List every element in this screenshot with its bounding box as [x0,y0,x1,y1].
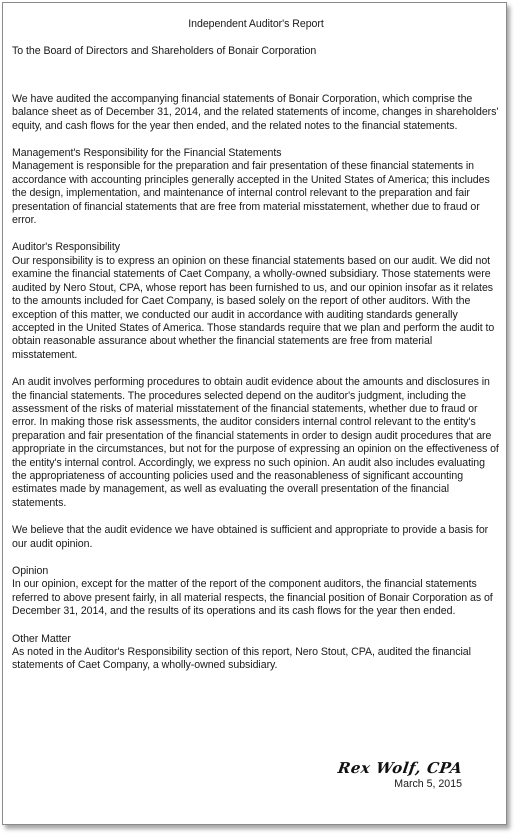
signature-block [338,759,462,790]
opinion-paragraph: In our opinion, except for the matter of the report of the component auditors, the financial statements referred to above present fairly, in all material respects, the financial position of Bonair Corporation as of December 31, 2014, and the results of its operations and its cash flows for the year then ended. [12,578,493,618]
report-page [2,2,507,825]
management-paragraph: Management is responsible for the preparation and fair presentation of these financial statements in accordance with accounting principles generally accepted in the United States of America; this includes the design, implementation, and maintenance of internal control relevant to the preparation and fair presentation of financial statements that are free from material misstatement, whether due to fraud or error. [12,160,490,227]
other-matter-paragraph: As noted in the Auditor's Responsibility section of this report, Nero Stout, CPA, audited the financial statements of Caet Company, a wholly-owned subsidiary. [12,646,471,672]
auditor-heading: Auditor's Responsibility [12,241,120,254]
intro-paragraph: We have audited the accompanying financial statements of Bonair Corporation, which comprise the balance sheet as of December 31, 2014, and the related statements of income, changes in shareholders' equity, and cash flows for the year then ended, and the related notes to the financial statements. [12,92,499,132]
report-date: March 5, 2015 [394,778,462,790]
report-content [12,18,500,687]
other-matter-heading: Other Matter [12,632,71,645]
report-title: Independent Auditor's Report [188,18,324,30]
auditor-paragraph-1: Our responsibility is to express an opinion on these financial statements based on our audit. We did not examine the financial statements of Caet Company, a wholly-owned subsidiary. Those statements were audited by Nero Stout, CPA, whose report has been furnished to us, and our opinion insofar as it relates to the amounts included for Caet Company, is based solely on the report of other auditors. With the exception of this matter, we conducted our audit in accordance with auditing standards generally accepted in the United States of America. Those standards require that we plan and perform the audit to obtain reasonable assurance about whether the financial statements are free from material misstatement. [12,254,495,361]
auditor-paragraph-2: An audit involves performing procedures to obtain audit evidence about the amounts and disclosures in the financial statements. The procedures selected depend on the auditor's judgment, including the assessment of the risks of material misstatement of the financial statements, whether due to fraud or error. In making those risk assessments, the auditor considers internal control relevant to the entity's preparation and fair presentation of the financial statements in order to design audit procedures that are appropriate in the circumstances, but not for the purpose of expressing an opinion on the effectiveness of the entity's internal control. Accordingly, we express no such opinion. An audit also includes evaluating the appropriateness of accounting policies used and the reasonableness of significant accounting estimates made by management, as well as evaluating the overall presentation of the financial statements. [12,376,499,509]
auditor-signature: Rex Wolf, CPA [336,759,464,777]
opinion-heading: Opinion [12,565,49,577]
auditor-paragraph-3: We believe that the audit evidence we have obtained is sufficient and appropriate to provide a basis for our audit opinion. [12,524,489,550]
addressee: To the Board of Directors and Shareholders of Bonair Corporation [12,45,317,58]
management-heading: Management's Responsibility for the Financial Statements [12,147,282,160]
